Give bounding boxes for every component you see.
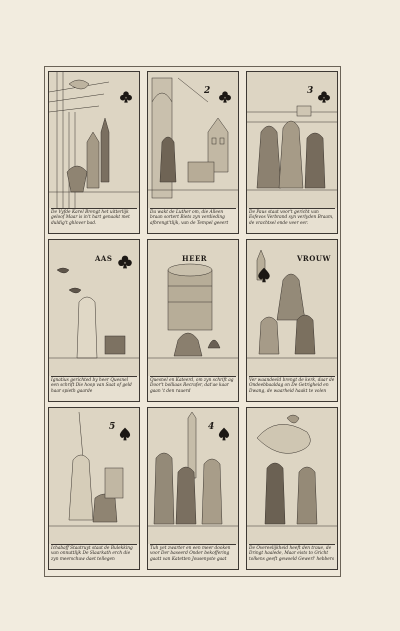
card-caption: De Vyfde Karel Brengt het uitterlijk geloof Maar is in't hart genaakt met duldig't ghlover bad. xyxy=(51,208,137,232)
card-rank-label: HEER xyxy=(182,254,208,263)
playing-card-4 xyxy=(48,239,140,402)
playing-card-5 xyxy=(147,239,239,402)
card-rank-label: AAS xyxy=(95,254,113,263)
card-index: 3 xyxy=(307,86,314,96)
card-index: 4 xyxy=(208,422,215,432)
playing-card-7 xyxy=(48,407,140,570)
spade-suit-icon xyxy=(216,426,232,442)
playing-card-2 xyxy=(147,71,239,234)
card-caption: Ignatius gerichted by heer Quesnel een schrift Die hoop van Saat of geld haar spieth gaarde xyxy=(51,376,137,400)
engraving-angel-cloud xyxy=(247,408,337,544)
card-caption: Da wakt de Luther om, die Alleen braan sortert Biets zyn verdieding afbrengt'tlijk, van de Tempel geeert xyxy=(150,208,236,232)
card-caption: Ichabaff Staatruyt staat de Bulekking van onnuttlijk De Slaarkath erch die zyn meerschuw daet tellegen xyxy=(51,544,137,568)
playing-card-3 xyxy=(246,71,338,234)
engraved-plate xyxy=(44,66,341,577)
club-suit-icon xyxy=(119,90,133,104)
card-caption: Quesnel en Kateerd, om zyn schrift ag Door't bolliaas Recrafer, dat'ae kaar gaan 't den rauerd xyxy=(150,376,236,400)
card-index: 2 xyxy=(204,86,211,96)
playing-card-6 xyxy=(246,239,338,402)
club-suit-icon xyxy=(117,254,133,270)
club-suit-icon xyxy=(218,90,232,104)
spade-suit-icon xyxy=(117,426,133,442)
playing-card-8 xyxy=(147,407,239,570)
card-rank-label: VROUW xyxy=(297,254,331,263)
card-index: 5 xyxy=(109,422,116,432)
card-caption: Ver waandeeld brengt de kerk, daar de Ondeebbaaldag on De Getrigheid en Dwang, de waarheid haakt te volen xyxy=(249,376,335,400)
playing-card-1 xyxy=(48,71,140,234)
playing-card-9 xyxy=(246,407,338,570)
card-caption: Tuh yet zwarter en een meer dooken voor Der baseerd Onder bekoffering gaatt van Katetten Jousenyste gaat xyxy=(150,544,236,568)
card-caption: De Overeelijkheid heeft den traue, de Dringt haalede, Maar eists to Gricht tolkens geeft gewoeld Gewerl' hebbers xyxy=(249,544,335,568)
spade-suit-icon xyxy=(255,266,273,284)
club-suit-icon xyxy=(317,90,331,104)
card-caption: De Paus staat voor't gericht van Esfevos Verbrand syn verlyden Braam, de vrachtsel ende veer eer. xyxy=(249,208,335,232)
